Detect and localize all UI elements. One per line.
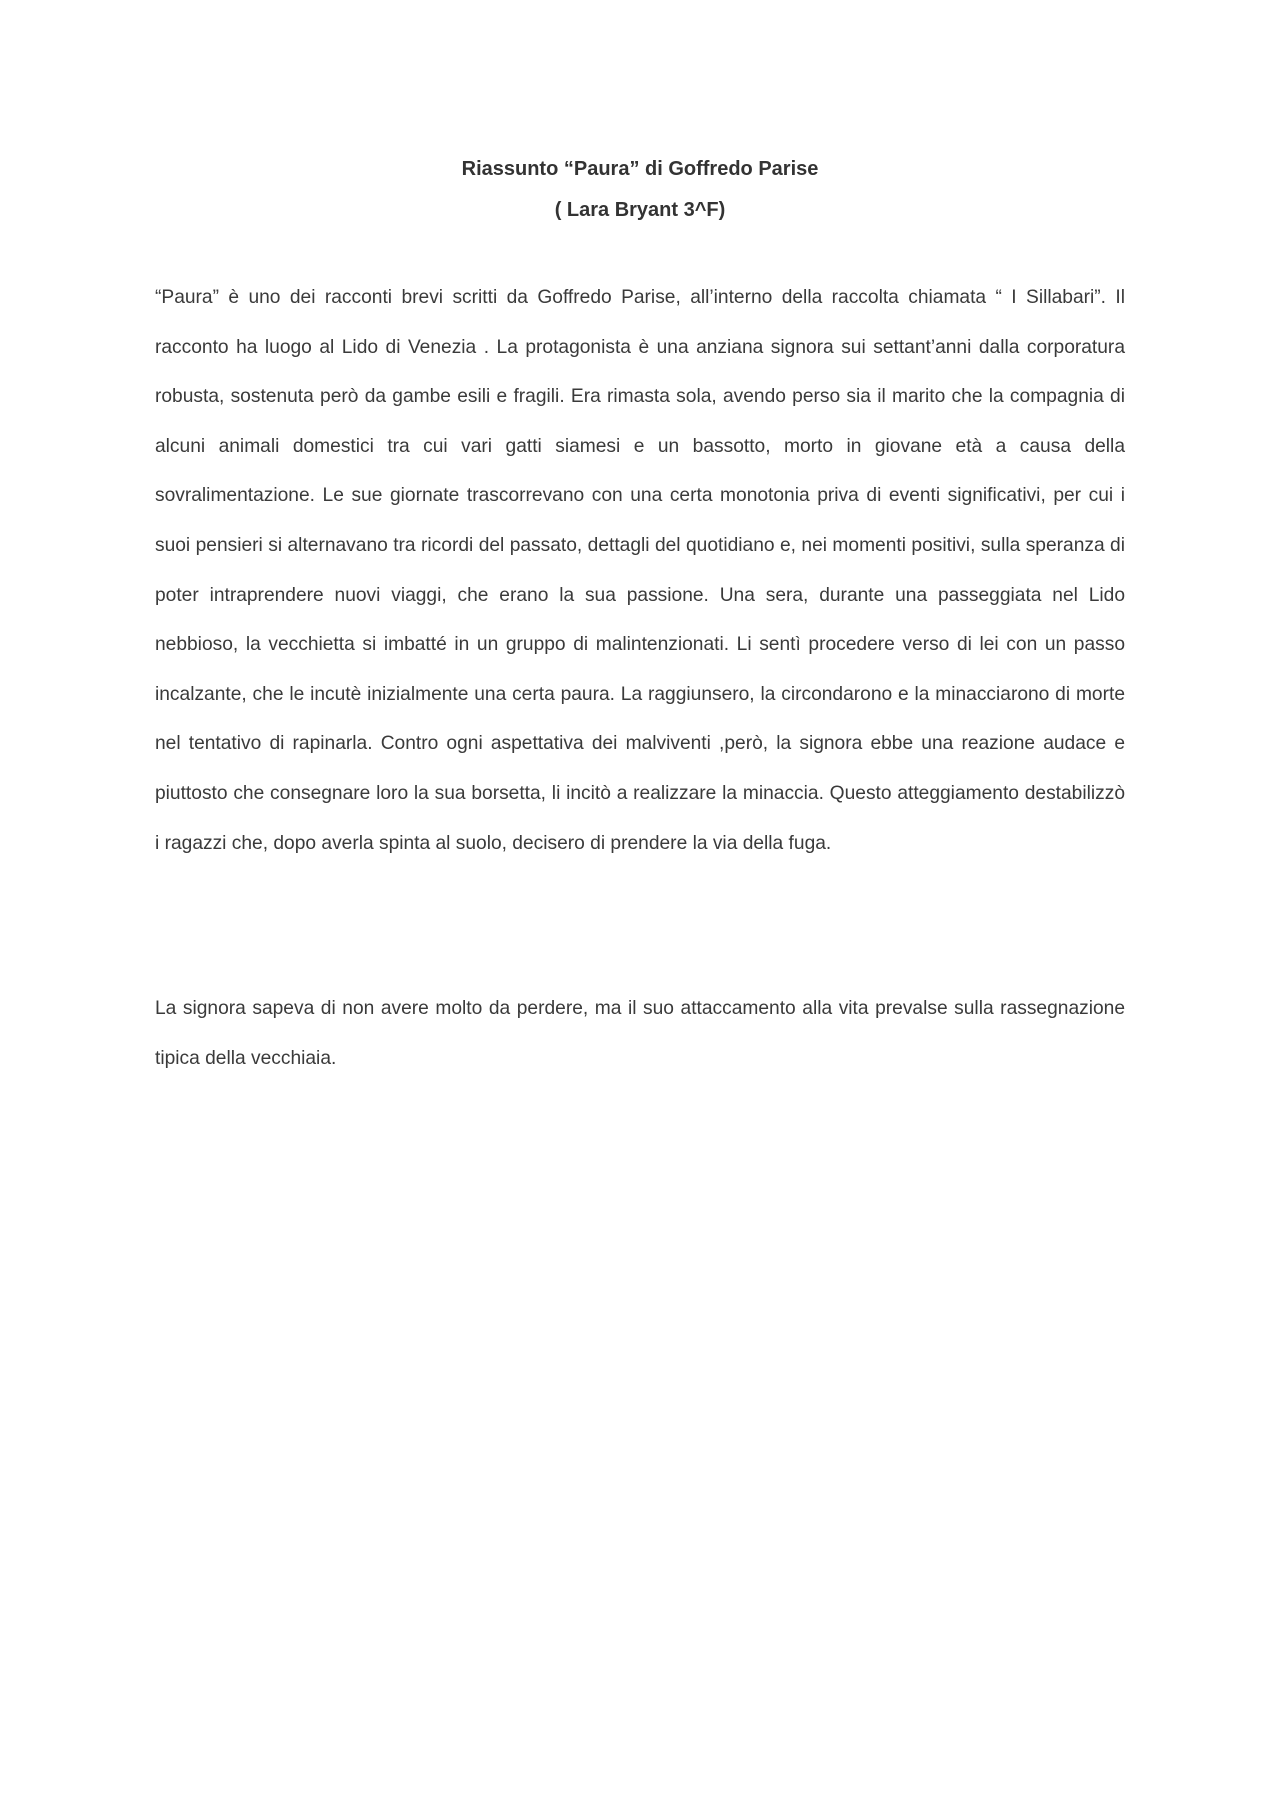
author-line: ( Lara Bryant 3^F) [554, 199, 726, 221]
document-title: Riassunto “Paura” di Goffredo Parise [461, 158, 819, 180]
paragraph-2: La signora sapeva di non avere molto da perdere, ma il suo attaccamento alla vita prevalse sulla rassegnazione tipica della vecchiaia. [155, 998, 1125, 1069]
paragraph-1: “Paura” è uno dei racconti brevi scritti da Goffredo Parise, all’interno della raccolta chiamata “ I Sillabari”. Il racconto ha luogo al Lido di Venezia . La protagonista è una anziana signora sui settant’anni dalla corporatura robusta, sostenuta però da gambe esili e fragili. Era rimasta sola, avendo perso sia il marito che la compagnia di alcuni animali domestici tra cui vari gatti siamesi e un bassotto, morto in giovane età a causa della sovralimentazione. Le sue giornate trascorrevano con una certa monotonia priva di eventi significativi, per cui i suoi pensieri si alternavano tra ricordi del passato, dettagli del quotidiano e, nei momenti positivi, sulla speranza di poter intraprendere nuovi viaggi, che erano la sua passione. Una sera, durante una passeggiata nel Lido nebbioso, la vecchietta si imbatté in un gruppo di malintenzionati. Li sentì procedere verso di lei con un passo incalzante, che le incutè inizialmente una certa paura. La raggiunsero, la circondarono e la minacciarono di morte nel tentativo di rapinarla. Contro ogni aspettativa dei malviventi ,però, la signora ebbe una reazione audace e piuttosto che consegnare loro la sua borsetta, li incitò a realizzare la minaccia. Questo atteggiamento destabilizzò i ragazzi che, dopo averla spinta al suolo, decisero di prendere la via della fuga. [155, 287, 1125, 854]
